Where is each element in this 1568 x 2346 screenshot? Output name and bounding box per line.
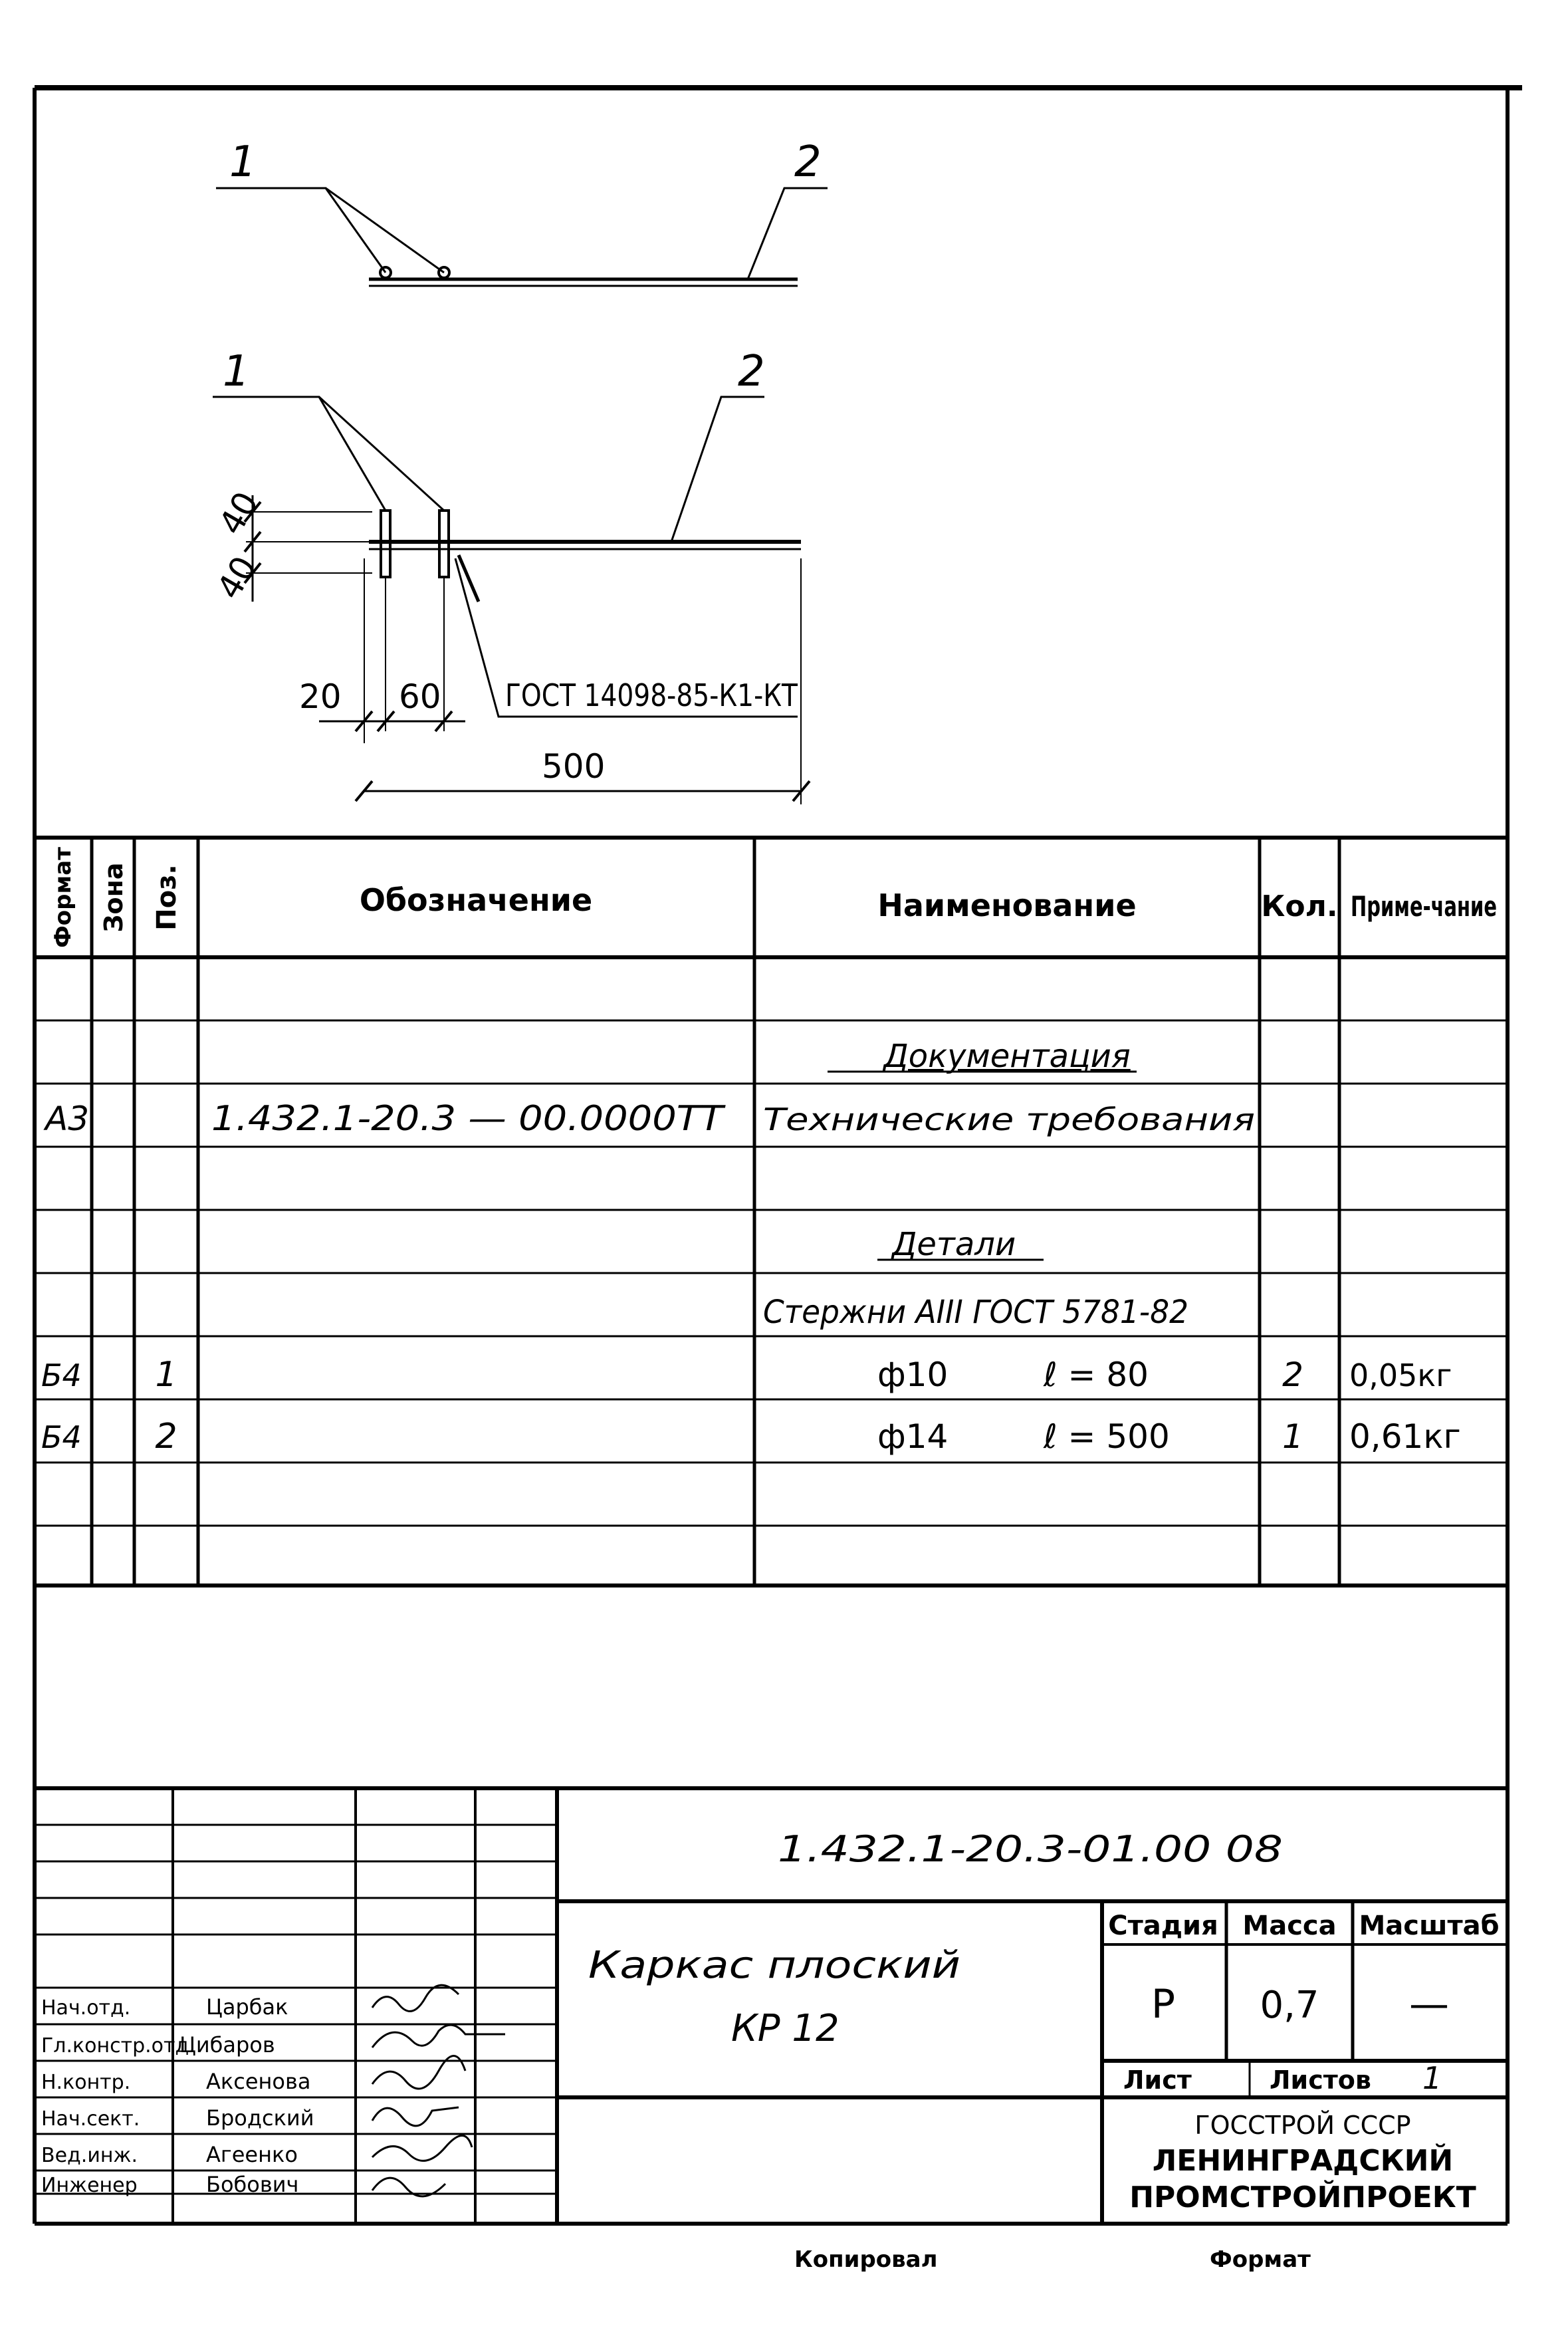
callout-2-front: 2 — [738, 347, 765, 396]
staff-role-1: Нач.отд. — [41, 1996, 131, 2020]
spec-table-grid — [35, 838, 1508, 1585]
staff-role-2: Гл.констр.отд. — [41, 2034, 195, 2057]
sheet-label: Лист — [1123, 2065, 1192, 2095]
tt-format: А3 — [45, 1100, 90, 1138]
sheets-label: Листов — [1270, 2065, 1371, 2095]
header-pos: Поз. — [152, 864, 182, 931]
org-line3: ПРОМСТРОЙПРОЕКТ — [1129, 2180, 1476, 2214]
leader-2-top — [748, 188, 828, 279]
staff-name-2: Цибаров — [179, 2032, 275, 2057]
staff-name-1: Царбак — [206, 1994, 288, 2020]
org-line2: ЛЕНИНГРАДСКИЙ — [1152, 2144, 1454, 2178]
doc-number: 1.432.1-20.3-01.00 08 — [778, 1828, 1283, 1870]
r2-dia: ф14 — [877, 1417, 949, 1456]
staff-role-6: Инженер — [41, 2174, 138, 2197]
r2-qty: 1 — [1282, 1417, 1303, 1456]
header-note: Приме-чание — [1351, 890, 1497, 923]
r1-format: Б4 — [41, 1357, 82, 1393]
dim-500: 500 — [542, 747, 606, 786]
callout-1-top: 1 — [229, 138, 257, 187]
staff-name-3: Аксенова — [206, 2069, 311, 2094]
staff-role-3: Н.контр. — [41, 2071, 131, 2094]
top-view — [216, 188, 828, 286]
r1-pos: 1 — [155, 1355, 177, 1395]
scale-value: — — [1409, 1981, 1449, 2028]
header-designation: Обозначение — [359, 882, 593, 918]
header-name: Наименование — [877, 887, 1137, 923]
r2-pos: 2 — [155, 1417, 177, 1457]
mass-value: 0,7 — [1260, 1984, 1319, 2027]
section-documentation: Документация — [883, 1038, 1131, 1075]
sheets-value: 1 — [1422, 2060, 1442, 2096]
staff-role-5: Вед.инж. — [41, 2144, 138, 2167]
leader-1-top — [216, 188, 386, 273]
header-zone: Зона — [99, 862, 128, 933]
r2-len: ℓ = 500 — [1044, 1417, 1170, 1456]
dim-40-top: 40 — [211, 485, 267, 541]
r1-len: ℓ = 80 — [1044, 1355, 1149, 1394]
staff-role-4: Нач.сект. — [41, 2107, 140, 2131]
r1-qty: 2 — [1282, 1355, 1303, 1394]
staff-name-4: Бродский — [206, 2105, 314, 2131]
section-parts: Детали — [891, 1226, 1016, 1263]
scale-label: Масштаб — [1359, 1911, 1500, 1941]
header-format: Формат — [50, 847, 76, 948]
header-qty: Кол. — [1261, 889, 1338, 923]
footer-format: Формат — [1210, 2246, 1311, 2273]
signatures — [372, 1985, 505, 2196]
dim-60: 60 — [399, 677, 441, 716]
mass-label: Масса — [1242, 1911, 1337, 1941]
title-line2: КР 12 — [731, 2007, 840, 2050]
front-view — [213, 397, 810, 804]
staff-name-6: Бобович — [206, 2172, 299, 2197]
stage-label: Стадия — [1108, 1911, 1218, 1941]
tt-name: Технические требования — [763, 1102, 1255, 1137]
tt-designation: 1.432.1-20.3 — 00.0000ТТ — [211, 1099, 727, 1139]
staff-name-5: Агеенко — [206, 2142, 298, 2167]
r2-format: Б4 — [41, 1419, 82, 1455]
r1-note: 0,05кг — [1349, 1357, 1452, 1393]
stage-value: Р — [1151, 1981, 1176, 2028]
weld-note: ГОСТ 14098-85-К1-КТ — [505, 677, 798, 713]
footer-copied: Копировал — [794, 2246, 938, 2273]
dim-20: 20 — [299, 677, 342, 716]
leader-2-front — [671, 397, 764, 542]
callout-2-top: 2 — [794, 138, 822, 187]
callout-1-front: 1 — [223, 347, 250, 396]
sheet-frame — [35, 88, 1522, 2224]
dim-40-bottom: 40 — [209, 549, 265, 606]
title-line1: Каркас плоский — [588, 1944, 960, 1987]
rods-title: Стержни АIII ГОСТ 5781-82 — [763, 1294, 1188, 1331]
org-line1: ГОССТРОЙ СССР — [1194, 2111, 1411, 2140]
r1-dia: ф10 — [877, 1355, 949, 1394]
r2-note: 0,61кг — [1349, 1417, 1461, 1456]
